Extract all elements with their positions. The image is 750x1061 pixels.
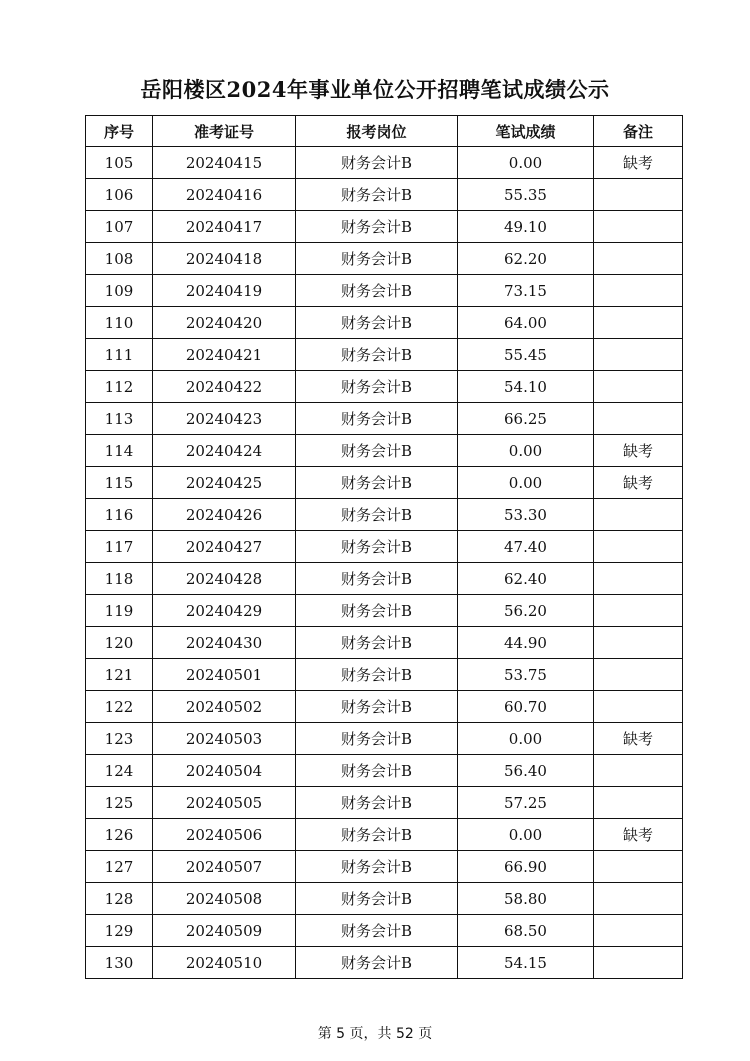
cell-score: 68.50 [458,915,594,947]
cell-position: 财务会计B [296,211,458,243]
header-remark: 备注 [594,116,683,147]
table-row [86,531,683,563]
cell-seq: 125 [86,787,153,819]
cell-score: 57.25 [458,787,594,819]
table-row [86,915,683,947]
cell-score: 0.00 [458,819,594,851]
cell-ticket-number: 20240421 [153,339,296,371]
cell-score: 44.90 [458,627,594,659]
cell-ticket-number: 20240426 [153,499,296,531]
cell-remark [594,851,683,883]
cell-seq: 112 [86,371,153,403]
cell-ticket-number: 20240505 [153,787,296,819]
cell-score: 66.90 [458,851,594,883]
cell-score: 47.40 [458,531,594,563]
cell-remark [594,243,683,275]
cell-score: 58.80 [458,883,594,915]
cell-seq: 116 [86,499,153,531]
cell-seq: 128 [86,883,153,915]
cell-remark: 缺考 [594,467,683,499]
cell-remark [594,595,683,627]
cell-seq: 108 [86,243,153,275]
cell-score: 0.00 [458,467,594,499]
table-row [86,563,683,595]
cell-position: 财务会计B [296,691,458,723]
table-row [86,819,683,851]
cell-seq: 129 [86,915,153,947]
cell-seq: 124 [86,755,153,787]
header-ticket-number: 准考证号 [153,116,296,147]
cell-remark: 缺考 [594,147,683,179]
cell-remark [594,499,683,531]
cell-position: 财务会计B [296,627,458,659]
cell-score: 49.10 [458,211,594,243]
cell-seq: 111 [86,339,153,371]
cell-seq: 130 [86,947,153,979]
cell-remark [594,915,683,947]
cell-ticket-number: 20240430 [153,627,296,659]
cell-seq: 127 [86,851,153,883]
cell-ticket-number: 20240501 [153,659,296,691]
header-seq: 序号 [86,116,153,147]
cell-seq: 122 [86,691,153,723]
table-row [86,467,683,499]
page-number: 第 5 页，共 52 页 [317,1026,433,1042]
table-row [86,403,683,435]
cell-score: 60.70 [458,691,594,723]
cell-ticket-number: 20240420 [153,307,296,339]
table-row [86,627,683,659]
table-row [86,659,683,691]
table-header-row [86,116,683,147]
cell-remark [594,211,683,243]
header-position: 报考岗位 [296,116,458,147]
cell-position: 财务会计B [296,787,458,819]
cell-score: 62.20 [458,243,594,275]
page-title: 岳阳楼区2024年事业单位公开招聘笔试成绩公示 [140,77,610,102]
cell-score: 0.00 [458,723,594,755]
cell-seq: 120 [86,627,153,659]
cell-ticket-number: 20240506 [153,819,296,851]
cell-position: 财务会计B [296,819,458,851]
cell-score: 54.10 [458,371,594,403]
cell-position: 财务会计B [296,531,458,563]
cell-remark [594,179,683,211]
cell-seq: 113 [86,403,153,435]
cell-position: 财务会计B [296,755,458,787]
cell-ticket-number: 20240429 [153,595,296,627]
cell-ticket-number: 20240503 [153,723,296,755]
cell-ticket-number: 20240507 [153,851,296,883]
cell-score: 55.45 [458,339,594,371]
cell-position: 财务会计B [296,499,458,531]
cell-remark [594,755,683,787]
table-row [86,755,683,787]
cell-position: 财务会计B [296,243,458,275]
cell-score: 55.35 [458,179,594,211]
cell-remark [594,659,683,691]
cell-position: 财务会计B [296,723,458,755]
cell-position: 财务会计B [296,403,458,435]
cell-remark [594,627,683,659]
cell-position: 财务会计B [296,371,458,403]
cell-score: 64.00 [458,307,594,339]
score-table [85,115,683,979]
table-row [86,595,683,627]
table-row [86,211,683,243]
cell-seq: 123 [86,723,153,755]
table-row [86,339,683,371]
cell-score: 54.15 [458,947,594,979]
cell-ticket-number: 20240418 [153,243,296,275]
cell-ticket-number: 20240504 [153,755,296,787]
cell-ticket-number: 20240423 [153,403,296,435]
cell-remark [594,275,683,307]
cell-position: 财务会计B [296,915,458,947]
cell-position: 财务会计B [296,883,458,915]
cell-seq: 117 [86,531,153,563]
cell-seq: 114 [86,435,153,467]
table-row [86,691,683,723]
cell-remark [594,691,683,723]
cell-ticket-number: 20240510 [153,947,296,979]
cell-position: 财务会计B [296,563,458,595]
table-row [86,147,683,179]
table-row [86,307,683,339]
table-row [86,275,683,307]
cell-ticket-number: 20240422 [153,371,296,403]
cell-ticket-number: 20240508 [153,883,296,915]
cell-ticket-number: 20240428 [153,563,296,595]
table-row [86,947,683,979]
cell-ticket-number: 20240419 [153,275,296,307]
cell-score: 0.00 [458,435,594,467]
cell-remark [594,883,683,915]
table-row [86,883,683,915]
cell-remark [594,787,683,819]
cell-remark [594,307,683,339]
cell-ticket-number: 20240424 [153,435,296,467]
cell-remark [594,371,683,403]
table-row [86,851,683,883]
cell-remark [594,563,683,595]
cell-score: 56.20 [458,595,594,627]
table-row [86,179,683,211]
cell-position: 财务会计B [296,947,458,979]
cell-ticket-number: 20240416 [153,179,296,211]
cell-position: 财务会计B [296,467,458,499]
cell-seq: 106 [86,179,153,211]
cell-seq: 109 [86,275,153,307]
cell-seq: 105 [86,147,153,179]
table-row [86,243,683,275]
cell-position: 财务会计B [296,307,458,339]
cell-position: 财务会计B [296,275,458,307]
cell-seq: 126 [86,819,153,851]
table-row [86,723,683,755]
table-row [86,435,683,467]
cell-remark [594,403,683,435]
cell-position: 财务会计B [296,435,458,467]
cell-ticket-number: 20240417 [153,211,296,243]
cell-ticket-number: 20240415 [153,147,296,179]
cell-position: 财务会计B [296,179,458,211]
cell-seq: 115 [86,467,153,499]
cell-score: 62.40 [458,563,594,595]
cell-remark [594,531,683,563]
cell-ticket-number: 20240509 [153,915,296,947]
cell-remark: 缺考 [594,819,683,851]
cell-ticket-number: 20240502 [153,691,296,723]
cell-ticket-number: 20240427 [153,531,296,563]
header-score: 笔试成绩 [458,116,594,147]
cell-seq: 110 [86,307,153,339]
cell-seq: 121 [86,659,153,691]
cell-score: 53.75 [458,659,594,691]
cell-score: 53.30 [458,499,594,531]
cell-score: 66.25 [458,403,594,435]
cell-seq: 107 [86,211,153,243]
cell-position: 财务会计B [296,595,458,627]
cell-position: 财务会计B [296,147,458,179]
table-row [86,499,683,531]
cell-seq: 119 [86,595,153,627]
cell-remark: 缺考 [594,723,683,755]
table-body [86,147,683,979]
cell-score: 56.40 [458,755,594,787]
cell-position: 财务会计B [296,339,458,371]
cell-position: 财务会计B [296,659,458,691]
cell-score: 73.15 [458,275,594,307]
cell-score: 0.00 [458,147,594,179]
cell-remark [594,339,683,371]
table-row [86,371,683,403]
cell-seq: 118 [86,563,153,595]
table-row [86,787,683,819]
cell-position: 财务会计B [296,851,458,883]
cell-remark: 缺考 [594,435,683,467]
cell-ticket-number: 20240425 [153,467,296,499]
cell-remark [594,947,683,979]
